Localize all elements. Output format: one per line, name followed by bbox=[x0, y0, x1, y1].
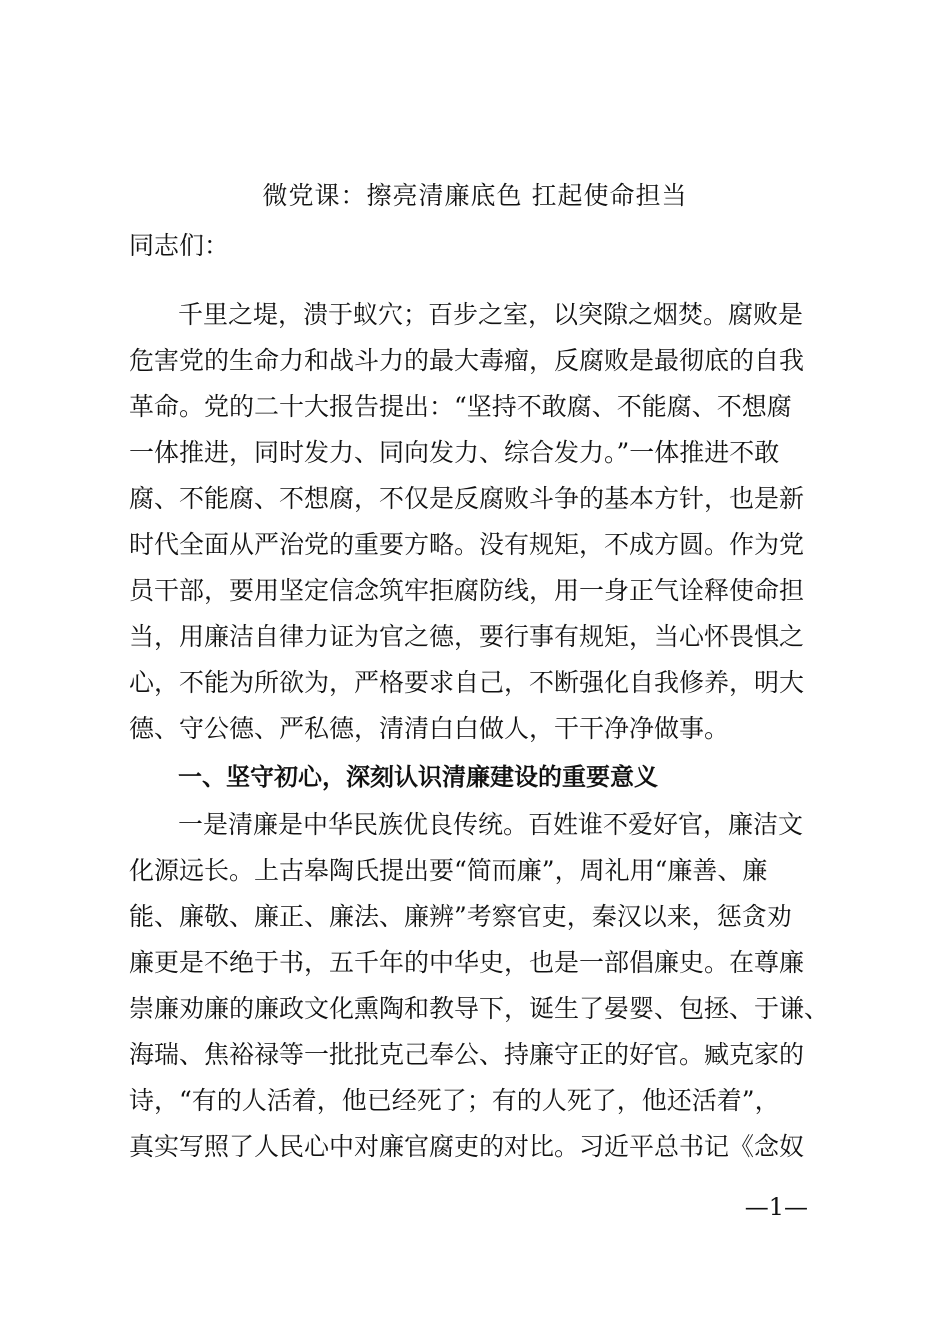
paragraph-line: 一是清廉是中华民族优良传统。百姓谁不爱好官，廉洁文 bbox=[178, 810, 804, 839]
paragraph-line: 心，不能为所欲为，严格要求自己，不断强化自我修养，明大 bbox=[129, 668, 805, 697]
paragraph-line: 德、守公德、严私德，清清白白做人，干干净净做事。 bbox=[129, 714, 730, 743]
paragraph-line: 能、廉敬、廉正、廉法、廉辨”考察官吏，秦汉以来，惩贪劝 bbox=[129, 902, 792, 931]
paragraph-line: 千里之堤，溃于蚁穴；百步之室，以突隙之烟焚。腐败是 bbox=[178, 300, 804, 329]
paragraph-line: 真实写照了人民心中对廉官腐吏的对比。习近平总书记《念奴 bbox=[129, 1132, 805, 1161]
paragraph-line: 海瑞、焦裕禄等一批批克己奉公、持廉守正的好官。臧克家的 bbox=[129, 1040, 805, 1069]
paragraph-line: 员干部，要用坚定信念筑牢拒腐防线，用一身正气诠释使命担 bbox=[129, 576, 805, 605]
salutation: 同志们： bbox=[129, 231, 230, 260]
page-number: —1— bbox=[744, 1193, 808, 1221]
paragraph-line: 崇廉劝廉的廉政文化熏陶和教导下，诞生了晏婴、包拯、于谦、 bbox=[129, 994, 830, 1023]
paragraph-line: 当，用廉洁自律力证为官之德，要行事有规矩，当心怀畏惧之 bbox=[129, 622, 805, 651]
paragraph-line: 危害党的生命力和战斗力的最大毒瘤，反腐败是最彻底的自我 bbox=[129, 346, 805, 375]
paragraph-line: 一体推进，同时发力、同向发力、综合发力。”一体推进不敢 bbox=[129, 438, 780, 467]
document-title: 微党课：擦亮清廉底色 扛起使命担当 bbox=[262, 181, 688, 210]
paragraph-line: 诗，“有的人活着，他已经死了；有的人死了，他还活着”， bbox=[129, 1086, 780, 1115]
paragraph-line: 腐、不能腐、不想腐，不仅是反腐败斗争的基本方针，也是新 bbox=[129, 484, 805, 513]
paragraph-line: 化源远长。上古皋陶氏提出要“简而廉”，周礼用“廉善、廉 bbox=[129, 856, 768, 885]
paragraph-line: 革命。党的二十大报告提出：“坚持不敢腐、不能腐、不想腐 bbox=[129, 392, 792, 421]
paragraph-line: 廉更是不绝于书，五千年的中华史，也是一部倡廉史。在尊廉 bbox=[129, 948, 805, 977]
section-heading: 一、坚守初心，深刻认识清廉建设的重要意义 bbox=[178, 763, 658, 791]
paragraph-line: 时代全面从严治党的重要方略。没有规矩，不成方圆。作为党 bbox=[129, 530, 805, 559]
